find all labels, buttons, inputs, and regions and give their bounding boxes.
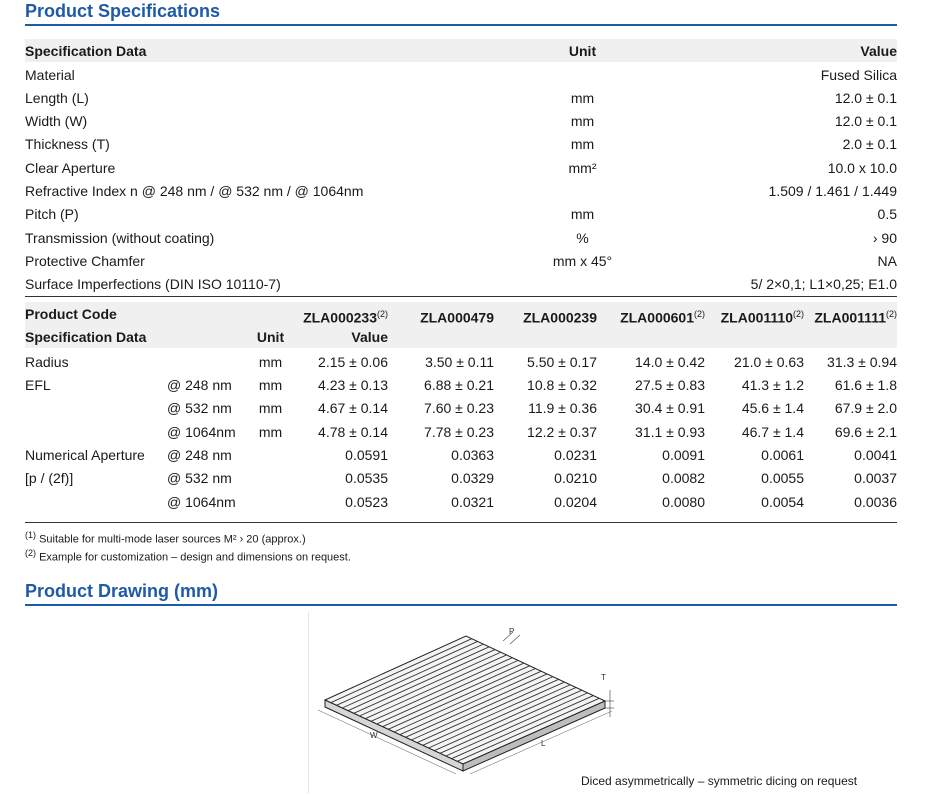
product-code-text: ZLA000239 xyxy=(523,309,597,326)
product-row-wavelength: @ 532 nm xyxy=(167,400,232,416)
product-row-value: 61.6 ± 1.8 xyxy=(834,377,897,393)
product-row-value: 0.0329 xyxy=(451,470,494,486)
dim-label-t: T xyxy=(601,673,606,682)
footnote-1: $^{(1)}$ Suitable for multi-mode laser sources M² › 20 (approx.) xyxy=(25,530,306,546)
section-rule xyxy=(25,604,897,606)
spec-row-unit: mm xyxy=(570,136,595,152)
spec-row-label: Surface Imperfections (DIN ISO 10110-7) xyxy=(25,276,281,292)
spec-row-label: Refractive Index n @ 248 nm / @ 532 nm / @ 1064nm xyxy=(25,183,364,199)
spec-table-divider xyxy=(25,296,897,297)
spec-row-unit: mm xyxy=(570,113,595,129)
product-row-value: 0.0054 xyxy=(761,494,804,510)
product-row-unit: mm xyxy=(258,377,283,393)
spec-row-label: Length (L) xyxy=(25,90,89,106)
product-code xyxy=(487,305,597,327)
product-row-unit: mm xyxy=(258,424,283,440)
product-code xyxy=(384,305,494,327)
product-row-label: EFL xyxy=(25,377,51,393)
lens-array-drawing-svg xyxy=(308,612,897,794)
section-title-specifications: Product Specifications xyxy=(25,1,221,21)
product-row-value: 0.0055 xyxy=(761,470,804,486)
product-row-unit: mm xyxy=(258,400,283,416)
drawing-caption: Diced asymmetrically – symmetric dicing on request xyxy=(581,774,858,788)
product-code xyxy=(595,305,705,327)
product-row-wavelength: @ 248 nm xyxy=(167,447,232,463)
spec-row-label: Protective Chamfer xyxy=(25,253,145,269)
spec-row-unit: mm xyxy=(570,206,595,222)
product-code-text: ZLA001111 xyxy=(814,309,886,326)
spec-row-value: NA xyxy=(877,253,897,269)
spec-row-unit: mm² xyxy=(568,160,597,176)
product-row-value: 0.0535 xyxy=(345,470,388,486)
product-row-value: 31.3 ± 0.94 xyxy=(827,354,897,370)
spec-row-value: 2.0 ± 0.1 xyxy=(842,136,897,152)
product-row-label: Radius xyxy=(25,354,69,370)
spec-row-value: 10.0 x 10.0 xyxy=(827,160,897,176)
product-row-value: 5.50 ± 0.17 xyxy=(527,354,597,370)
spec-header-unit: Unit xyxy=(568,43,597,59)
product-row-value: 0.0523 xyxy=(345,494,388,510)
product-row-value: 30.4 ± 0.91 xyxy=(635,400,705,416)
product-row-value: 2.15 ± 0.06 xyxy=(318,354,388,370)
product-row-value: 4.23 ± 0.13 xyxy=(318,377,388,393)
spec-row-value: 1.509 / 1.461 / 1.449 xyxy=(768,183,897,199)
product-row-wavelength: @ 248 nm xyxy=(167,377,232,393)
product-code-text: ZLA000479 xyxy=(420,309,494,326)
spec-row-value: 0.5 xyxy=(877,206,897,222)
product-row-value: 7.60 ± 0.23 xyxy=(424,400,494,416)
spec-header-spec: Specification Data xyxy=(25,43,147,59)
spec-row-value: 5/ 2×0,1; L1×0,25; E1.0 xyxy=(750,276,897,292)
product-row-value: 41.3 ± 1.2 xyxy=(741,377,804,393)
product-row-label: Numerical Aperture xyxy=(25,447,145,463)
product-row-value: 3.50 ± 0.11 xyxy=(425,354,494,370)
spec-row-unit: % xyxy=(576,230,589,246)
spec-header-value: Value xyxy=(860,43,897,59)
product-code-label: Product Code xyxy=(25,306,117,322)
product-row-value: 0.0082 xyxy=(662,470,705,486)
product-row-value: 0.0204 xyxy=(554,494,597,510)
spec-row-value: › 90 xyxy=(872,230,897,246)
spec-row-label: Material xyxy=(25,67,75,83)
product-row-wavelength: @ 1064nm xyxy=(167,424,236,440)
product-drawing xyxy=(308,612,897,794)
product-row-value: 12.2 ± 0.37 xyxy=(527,424,597,440)
product-row-value: 0.0037 xyxy=(854,470,897,486)
spec-row-unit: mm xyxy=(570,90,595,106)
product-row-value: 14.0 ± 0.42 xyxy=(635,354,705,370)
product-code-footnote-mark: (2) xyxy=(886,309,897,319)
product-row-value: 0.0041 xyxy=(854,447,897,463)
product-row-value: 4.78 ± 0.14 xyxy=(318,424,388,440)
dim-label-w: W xyxy=(370,731,378,740)
product-table-divider xyxy=(25,522,897,523)
spec-row-label: Width (W) xyxy=(25,113,88,129)
product-row-value: 67.9 ± 2.0 xyxy=(834,400,897,416)
product-row-value: 7.78 ± 0.23 xyxy=(424,424,494,440)
product-row-wavelength: @ 532 nm xyxy=(167,470,232,486)
product-row-value: 11.9 ± 0.36 xyxy=(528,400,597,416)
product-row-value: 4.67 ± 0.14 xyxy=(318,400,388,416)
product-row-value: 46.7 ± 1.4 xyxy=(741,424,804,440)
product-row-value: 0.0363 xyxy=(451,447,494,463)
product-value-label: Value xyxy=(351,329,388,345)
spec-row-value: 12.0 ± 0.1 xyxy=(834,90,897,106)
product-code xyxy=(787,305,897,327)
product-code-text: ZLA000601 xyxy=(620,309,694,326)
product-row-value: 0.0036 xyxy=(854,494,897,510)
product-code-footnote-mark: (2) xyxy=(377,309,388,319)
product-row-value: 69.6 ± 2.1 xyxy=(834,424,897,440)
product-unit-label: Unit xyxy=(256,329,285,345)
section-title-drawing: Product Drawing (mm) xyxy=(25,581,219,601)
product-row-value: 0.0091 xyxy=(662,447,705,463)
spec-row-label: Pitch (P) xyxy=(25,206,79,222)
product-row-value: 31.1 ± 0.93 xyxy=(635,424,705,440)
product-row-value: 0.0061 xyxy=(761,447,804,463)
spec-row-value: 12.0 ± 0.1 xyxy=(834,113,897,129)
lens-array-plate xyxy=(325,636,605,771)
product-row-value: 10.8 ± 0.32 xyxy=(527,377,597,393)
product-row-value: 0.0231 xyxy=(554,447,597,463)
dim-label-l: L xyxy=(541,739,546,748)
section-rule xyxy=(25,24,897,26)
product-row-value: 45.6 ± 1.4 xyxy=(741,400,804,416)
spec-row-label: Clear Aperture xyxy=(25,160,116,176)
product-row-unit: mm xyxy=(258,354,283,370)
spec-row-value: Fused Silica xyxy=(820,67,897,83)
product-code-text: ZLA001110 xyxy=(720,309,793,326)
dim-label-p: P xyxy=(509,627,515,636)
footnote-2: $^{(2)}$ Example for customization – design and dimensions on request. xyxy=(25,548,351,564)
product-spec-label: Specification Data xyxy=(25,329,147,345)
spec-row-label: Thickness (T) xyxy=(25,136,110,152)
product-row-label: [p / (2f)] xyxy=(25,470,74,486)
product-code-footnote-mark: (2) xyxy=(793,309,804,319)
product-row-value: 0.0080 xyxy=(662,494,705,510)
spec-row-label: Transmission (without coating) xyxy=(25,230,215,246)
product-row-value: 6.88 ± 0.21 xyxy=(424,377,494,393)
spec-row-unit: mm x 45° xyxy=(552,253,613,269)
product-code xyxy=(278,305,388,327)
product-row-value: 0.0321 xyxy=(451,494,494,510)
product-code-footnote-mark: (2) xyxy=(694,309,705,319)
product-row-wavelength: @ 1064nm xyxy=(167,494,236,510)
product-row-value: 0.0591 xyxy=(345,447,388,463)
product-row-value: 27.5 ± 0.83 xyxy=(635,377,705,393)
product-row-value: 21.0 ± 0.63 xyxy=(734,354,804,370)
product-row-value: 0.0210 xyxy=(554,470,597,486)
product-code-text: ZLA000233 xyxy=(303,309,377,326)
